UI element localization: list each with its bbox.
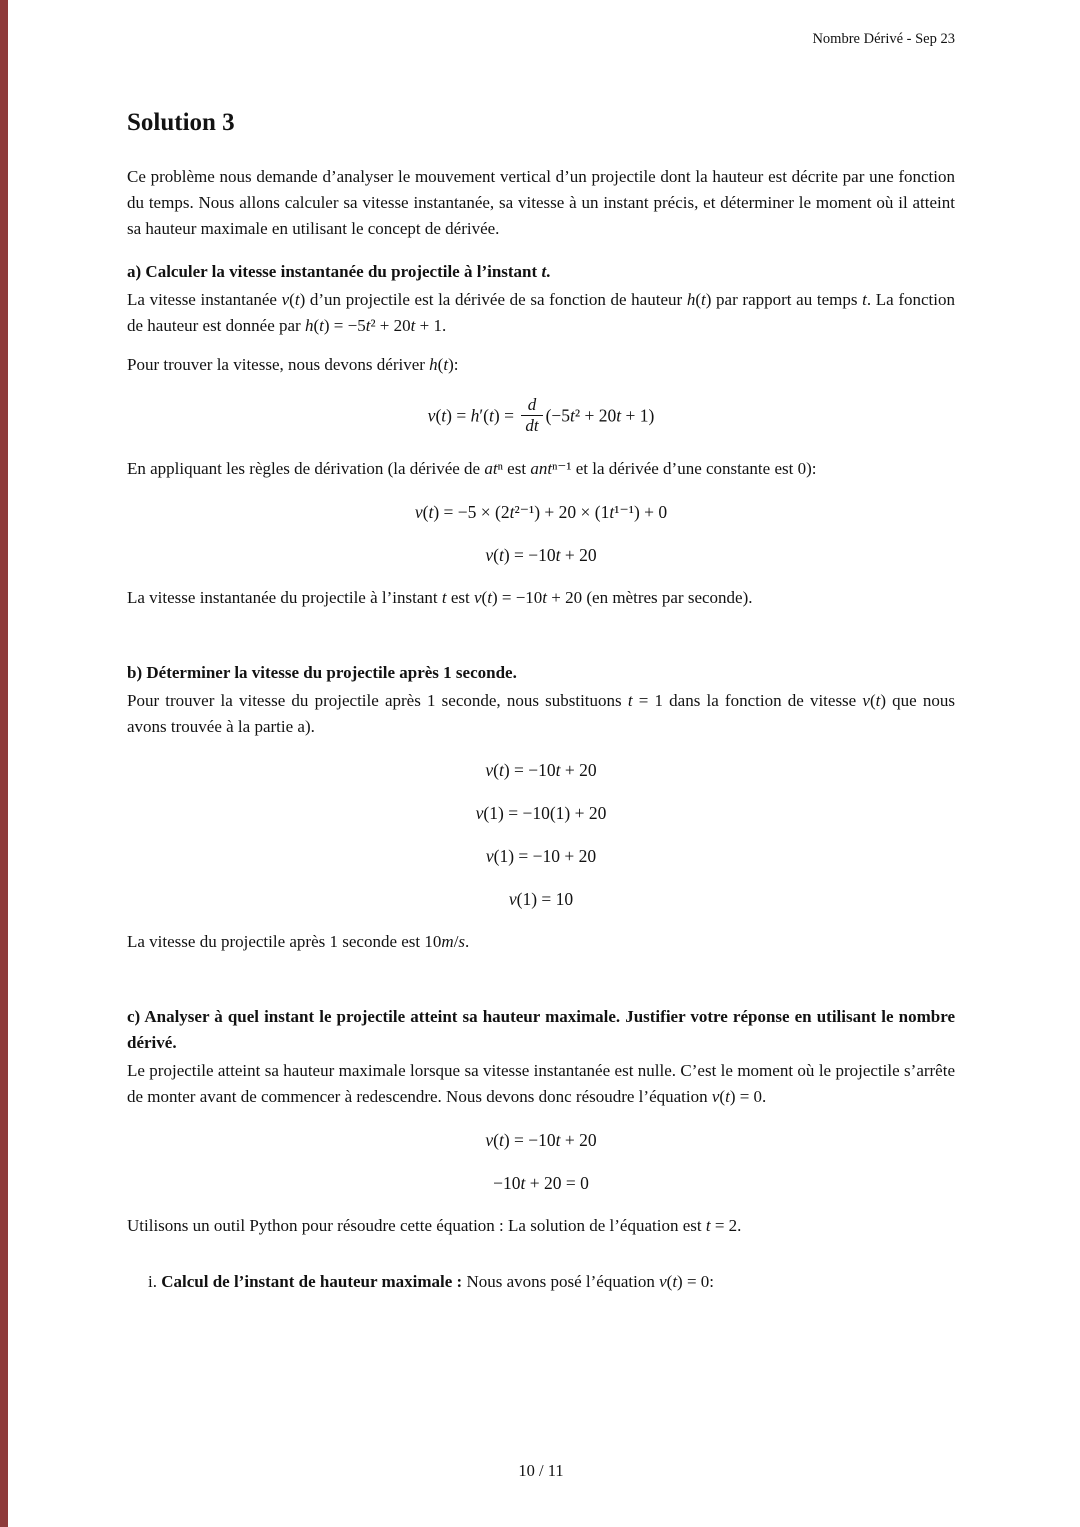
section-b-conclusion: La vitesse du projectile après 1 seconde est 10m/s. — [127, 932, 470, 951]
equation-velocity-derivative — [127, 397, 955, 438]
fraction-d-dt — [521, 395, 542, 436]
section-c-paragraph-2: Utilisons un outil Python pour résoudre cette équation : La solution de l’équation est t = 2. — [127, 1216, 742, 1235]
fraction-denominator: dt — [521, 415, 542, 436]
section-c-heading: c) Analyser à quel instant le projectile atteint sa hauteur maximale. Justifier votre réponse en utilisant le nombre dérivé. — [127, 1007, 955, 1052]
section-b-heading: b) Déterminer la vitesse du projectile après 1 seconde. — [127, 663, 517, 682]
equation-velocity-result: v(t) = −10t + 20 — [485, 545, 597, 565]
equation-line: v(t) = −10t + 20 — [485, 1130, 597, 1150]
section-c-paragraph-1: Le projectile atteint sa hauteur maximale lorsque sa vitesse instantanée est nulle. C’est le moment où le projectile s’arrête de monter avant de commencer à redescendre. Nous devons donc résoudre l’équation v(t) = 0. — [127, 1061, 955, 1106]
page-number: 10 / 11 — [518, 1461, 564, 1480]
section-a-paragraph-1: La vitesse instantanée v(t) d’un projectile est la dérivée de sa fonction de hauteur h(t) par rapport au temps t. La fonction de hauteur est donnée par h(t) = −5t² + 20t + 1. — [127, 290, 955, 335]
section-b-paragraph-1: Pour trouver la vitesse du projectile après 1 seconde, nous substituons t = 1 dans la fonction de vitesse v(t) que nous avons trouvée à la partie a). — [127, 691, 956, 736]
list-item-i: i. Calcul de l’instant de hauteur maximale : Nous avons posé l’équation v(t) = 0: — [148, 1272, 715, 1291]
equation-line: −10t + 20 = 0 — [493, 1173, 589, 1193]
section-a-conclusion: La vitesse instantanée du projectile à l’instant t est v(t) = −10t + 20 (en mètres par seconde). — [127, 588, 753, 607]
section-b-equations — [127, 757, 955, 912]
equation-line: v(1) = 10 — [508, 889, 574, 909]
fraction-numerator: d — [527, 395, 537, 414]
equation-rhs: (−5t² + 20t + 1) — [545, 405, 655, 426]
equation-derivation-step: v(t) = −5 × (2t²⁻¹) + 20 × (1t¹⁻¹) + 0 — [414, 502, 668, 522]
equation-lhs: v(t) = h′(t) = — [427, 405, 519, 426]
equation-line: v(1) = −10 + 20 — [485, 846, 597, 866]
section-a-paragraph-3: En appliquant les règles de dérivation (la dérivée de atⁿ est antⁿ⁻¹ et la dérivée d’une constante est 0): — [127, 459, 817, 478]
solution-title: Solution 3 — [127, 109, 235, 136]
section-a-paragraph-2: Pour trouver la vitesse, nous devons dériver h(t): — [127, 355, 459, 374]
equation-line: v(1) = −10(1) + 20 — [475, 803, 607, 823]
running-header-text: Nombre Dérivé - Sep 23 — [812, 31, 955, 47]
running-header — [127, 31, 955, 48]
section-a-heading: a) Calculer la vitesse instantanée du projectile à l’instant t. — [127, 262, 551, 281]
section-c-equations — [127, 1127, 955, 1196]
intro-paragraph: Ce problème nous demande d’analyser le mouvement vertical d’un projectile dont la hauteur est décrite par une fonction du temps. Nous allons calculer sa vitesse instantanée, sa vitesse à un instant précis, et déterminer le moment où il atteint sa hauteur maximale en utilisant le concept de dérivée. — [127, 167, 955, 238]
equation-line: v(t) = −10t + 20 — [485, 760, 597, 780]
